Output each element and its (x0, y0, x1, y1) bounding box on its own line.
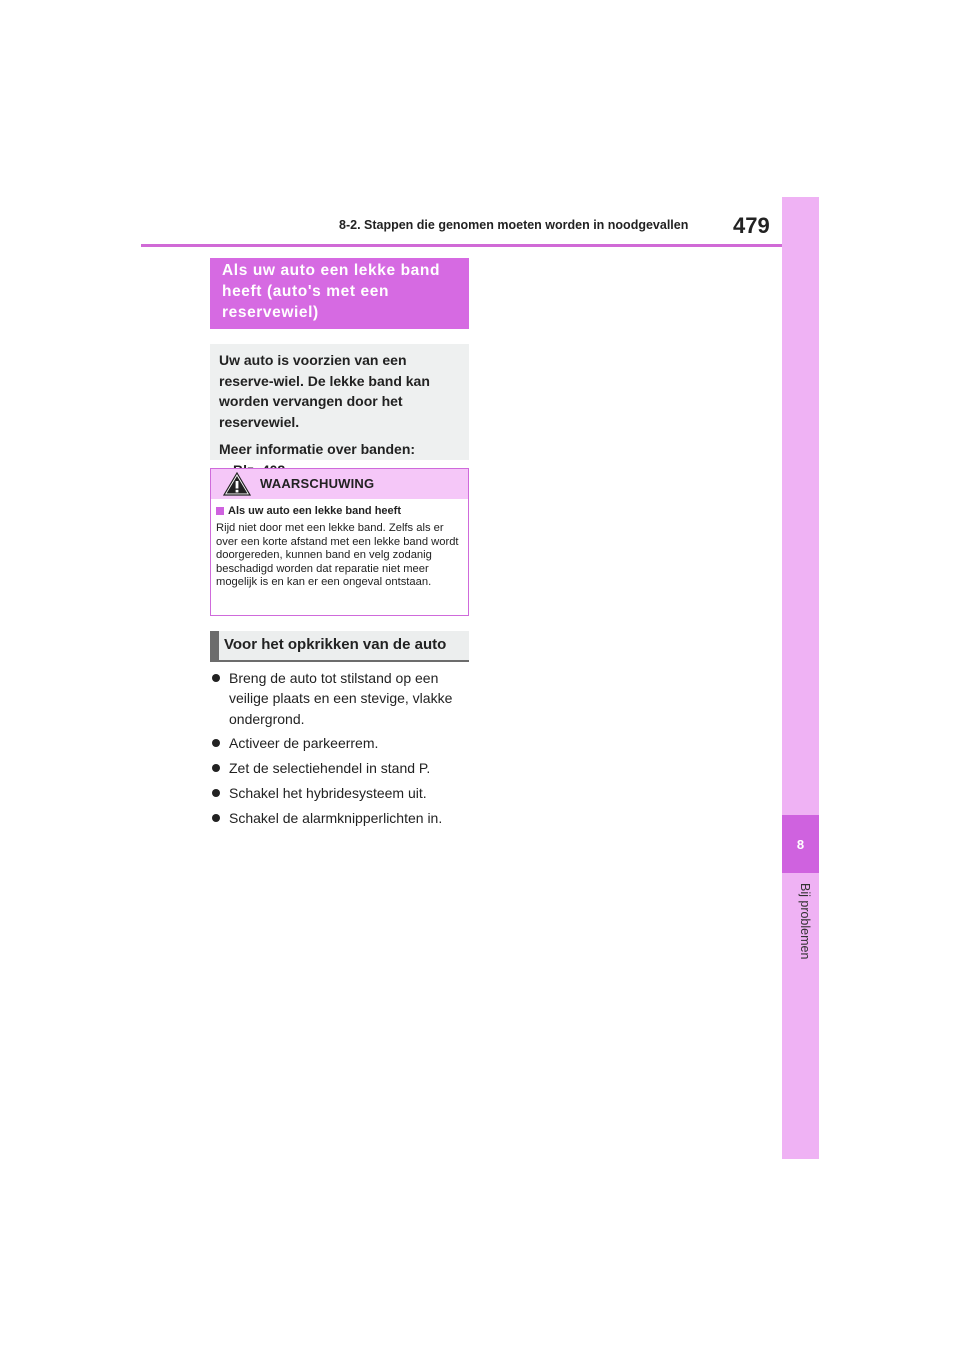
bullet-dot-icon (212, 764, 220, 772)
intro-box (210, 344, 469, 460)
square-bullet-icon (216, 507, 224, 515)
list-item (212, 808, 470, 828)
step-text: Schakel de alarmknipperlichten in. (229, 810, 443, 827)
step-text: Activeer de parkeerrem. (229, 735, 379, 752)
warning-header (211, 469, 468, 499)
bullet-dot-icon (212, 674, 220, 682)
steps-list (212, 668, 470, 833)
chapter-number: 8 (782, 815, 819, 873)
list-item (212, 783, 470, 803)
warning-triangle-icon (223, 472, 251, 496)
bullet-dot-icon (212, 814, 220, 822)
list-item (212, 733, 470, 753)
bullet-dot-icon (212, 739, 220, 747)
step-text: Schakel het hybridesysteem uit. (229, 785, 427, 802)
step-text: Breng de auto tot stilstand op een veilige plaats en een stevige, vlakke ondergrond. (229, 670, 453, 727)
chapter-side-tab (782, 197, 819, 1159)
list-item (212, 668, 470, 729)
section-title: Als uw auto een lekke band heeft (auto's met een reservewiel) (210, 258, 469, 329)
warning-text: Rijd niet door met een lekke band. Zelfs als er over een korte afstand met een lekke band wordt doorgereden, kunnen band en velg zodanig beschadigd worden dat reparatie niet meer mogelijk is en kan er een ongeval ontstaan. (216, 522, 459, 589)
chapter-label: Bij problemen (798, 883, 812, 960)
intro-text: Uw auto is voorzien van een reserve-wiel. De lekke band kan worden vervangen door het reservewiel. (219, 352, 430, 430)
subsection-title: Voor het opkrikken van de auto (210, 631, 469, 662)
step-text: Zet de selectiehendel in stand P. (229, 760, 431, 777)
warning-subtitle-row (216, 505, 463, 517)
header-divider (141, 244, 782, 247)
page-number: 479 (733, 213, 770, 238)
list-item (212, 758, 470, 778)
warning-subtitle: Als uw auto een lekke band heeft (228, 505, 401, 517)
header-title: 8-2. Stappen die genomen moeten worden in noodgevallen (339, 218, 689, 232)
intro-ref-label: Meer informatie over banden: (219, 441, 416, 457)
bullet-dot-icon (212, 789, 220, 797)
warning-box (210, 468, 469, 616)
warning-label: WAARSCHUWING (260, 476, 375, 491)
